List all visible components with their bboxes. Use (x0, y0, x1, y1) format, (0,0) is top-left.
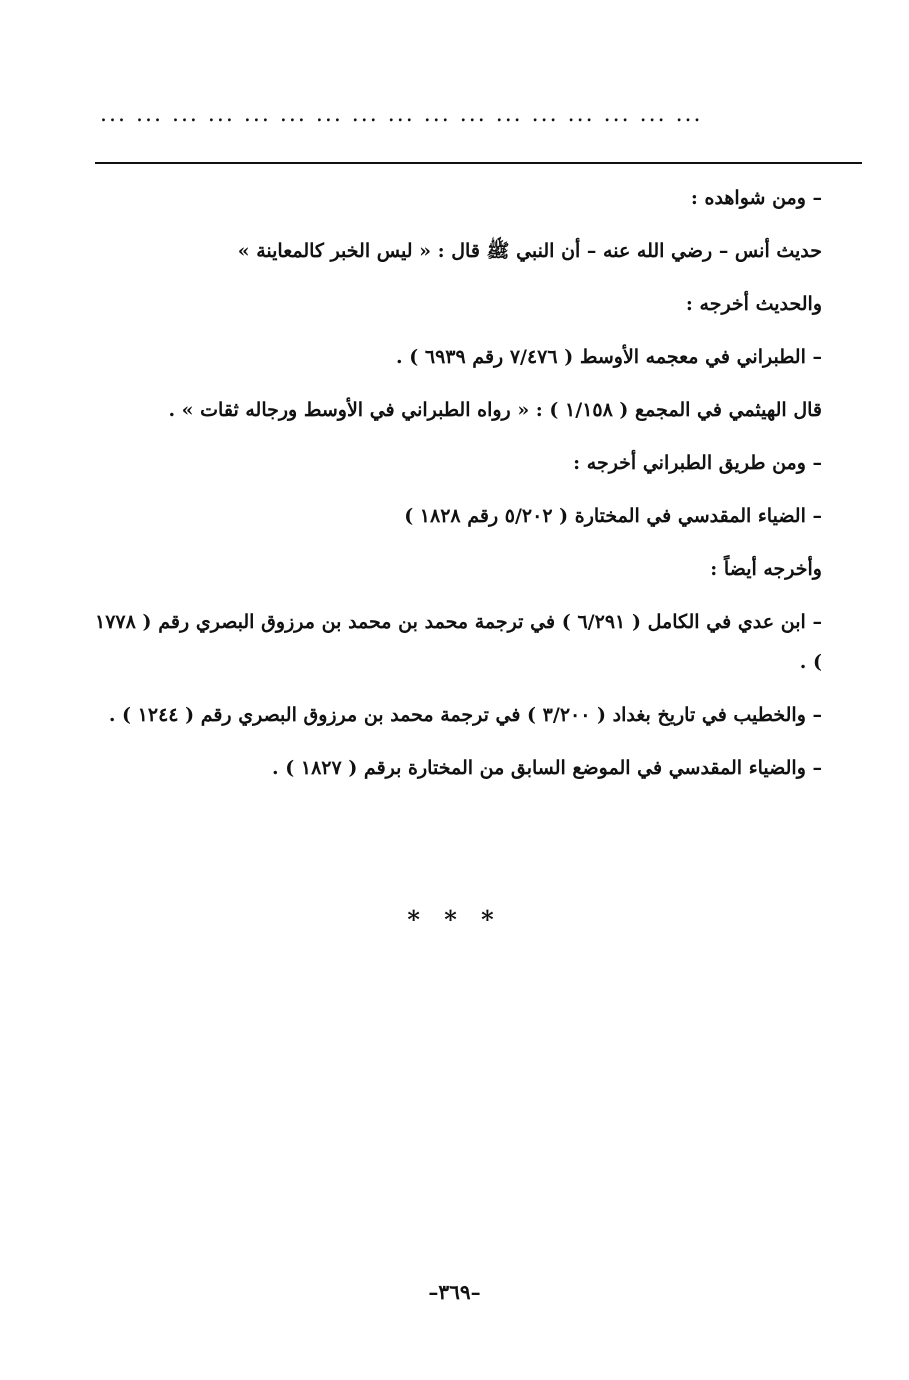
text-line: – ابن عدي في الكامل ( ٦/٢٩١ ) في ترجمة محمد بن محمد بن مرزوق البصري رقم ( ١٧٧٨ ) . (95, 611, 822, 673)
text-line: – الطبراني في معجمه الأوسط ( ٧/٤٧٦ رقم ٦٩٣٩ ) . (396, 346, 822, 368)
text-line: قال الهيثمي في المجمع ( ١/١٥٨ ) : « رواه الطبراني في الأوسط ورجاله ثقات » . (168, 399, 822, 421)
header-dotted-line: ... ... ... ... ... ... ... ... ... ... ... ... ... ... ... ... ... (100, 102, 703, 127)
text-line: حديث أنس – رضي الله عنه – أن النبي ﷺ قال : « ليس الخبر كالمعاينة » (237, 240, 822, 262)
text-line: – الضياء المقدسي في المختارة ( ٥/٢٠٢ رقم ١٨٢٨ ) (404, 505, 822, 527)
text-line: – والخطيب في تاريخ بغداد ( ٣/٢٠٠ ) في ترجمة محمد بن مرزوق البصري رقم ( ١٢٤٤ ) . (108, 704, 822, 726)
section-separator: * * * (407, 905, 502, 934)
page-body (95, 178, 822, 801)
text-line: – والضياء المقدسي في الموضع السابق من المختارة برقم ( ١٨٢٧ ) . (272, 757, 822, 779)
page-number: –٣٦٩– (428, 1280, 481, 1304)
text-line: والحديث أخرجه : (685, 293, 822, 315)
text-line: – ومن طريق الطبراني أخرجه : (573, 452, 822, 474)
text-line: – ومن شواهده : (690, 187, 822, 209)
text-line: وأخرجه أيضاً : (710, 558, 822, 580)
header-rule (95, 162, 862, 164)
